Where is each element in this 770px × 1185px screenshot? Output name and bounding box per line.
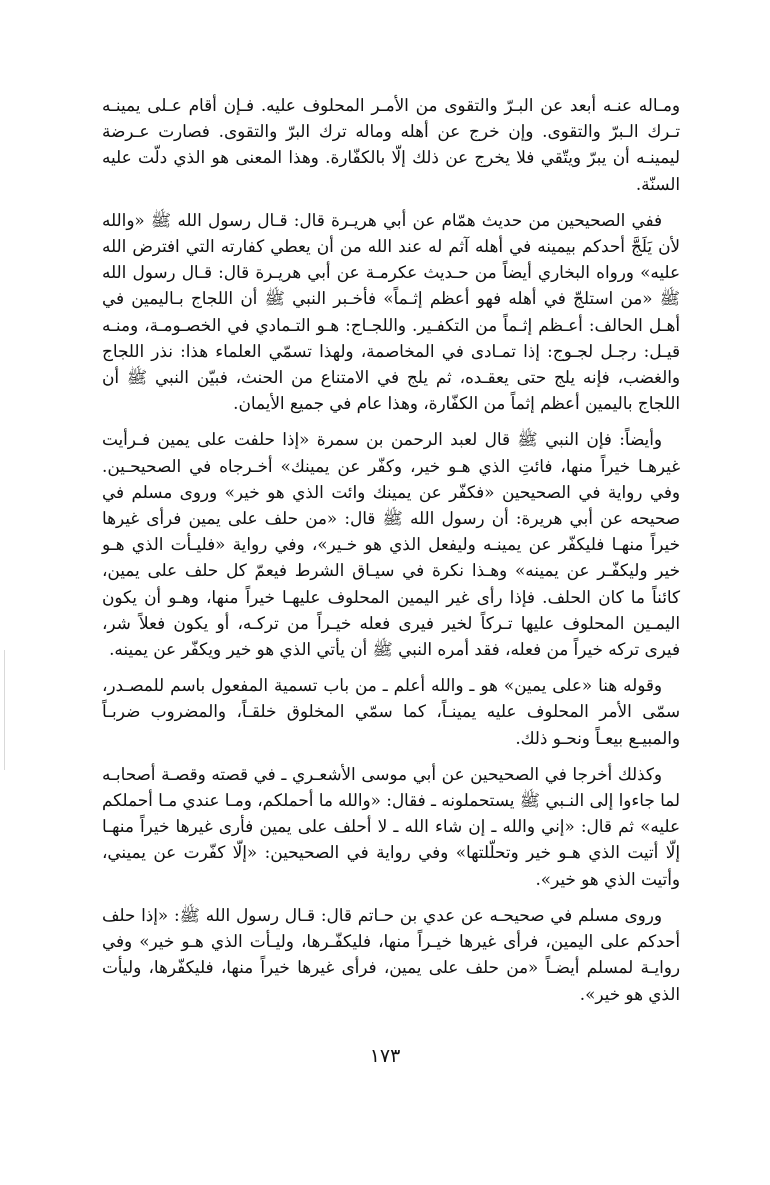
page-edge-mark xyxy=(4,650,5,770)
paragraph-1: ومـاله عنـه أبعد عن البـرّ والتقوى من الأمـر المحلوف عليه. فـإن أقام عـلى يمينـه تـرك الـبرّ والتقوى. وإن خرج عن أهله وماله ترك البرّ والتقوى. فصارت عـرضة ليمينـه أن يبرّ ويتّقي فلا يخرج عن ذلك إلّا بالكفّارة. وهذا المعنى هو الذي دلّت عليه السنّة. xyxy=(102,95,680,194)
paragraph-2: ففي الصحيحين من حديث همّام عن أبي هريـرة قال: قـال رسول الله ﷺ «والله لأن يَلَجَّ أحدكم بيمينه في أهله آثم له عند الله من أن يعطي كفارته التي افترض الله عليه» ورواه البخاري أيضاً من حـديث عكرمـة عن أبي هريـرة قال: قـال رسول الله ﷺ «من استلجّ في أهله فهو أعظم إثـماً» فأخـبر النبي ﷺ أن اللجاج بـاليمين في أهـل الحالف: أعـظم إثـماً من التكفـير. واللجـاج: هـو التـمادي في الخصـومـة، ومنـه قيـل: رجـل لجـوج: إذا تمـادى في المخاصمة، ولهذا تسمّي العلماء هذا: نذر اللجاج والغضب، فإنه يلج حتى يعقـده، ثم يلج في الامتناع من الحنث، فبيّن النبي ﷺ أن اللجاج باليمين أعظم إثماً من الكفّارة، وهذا عام في جميع الأيمان. xyxy=(102,209,680,414)
paragraph-4: وقوله هنا «على يمين» هو ـ والله أعلم ـ من باب تسمية المفعول باسم للمصـدر، سمّى الأمر المحلوف عليه يمينـاً، كما سمّي المخلوق خلقـاً، والمضروب ضربـاً والمبيـع بيعـاً ونحـو ذلك. xyxy=(102,675,680,748)
paragraph-6: وروى مسلم في صحيحـه عن عدي بن حـاتم قال: قـال رسول الله ﷺ: «إذا حلف أحدكم على اليمين، فرأى غيرها خيـراً منها، فليكفّـرها، وليـأت الذي هـو خير» وفي روايـة لمسلم أيضـاً «من حلف على يمين، فرأى غيرها خيراً منها، فليكفّرها، وليأت الذي هو خير». xyxy=(102,904,680,1004)
paragraph-5: وكذلك أخرجا في الصحيحين عن أبي موسى الأشعـري ـ في قصته وقصـة أصحابـه لما جاءوا إلى النـبي ﷺ يستحملونه ـ فقال: «والله ما أحملكم، ومـا عندي مـا أحملكم عليه» ثم قال: «إني والله ـ إن شاء الله ـ لا أحلف على يمين فأرى غيرها خيراً منهـا إلّا أتيت الذي هـو خير وتحلّلتها» وفي رواية في الصحيحين: «إلّا كفّرت عن يميني، وأتيت الذي هو خير». xyxy=(102,763,680,889)
page-number: ١٧٣ xyxy=(369,1045,401,1067)
page-body xyxy=(102,92,680,1017)
paragraph-3: وأيضاً: فإن النبي ﷺ قال لعبد الرحمن بن سمرة «إذا حلفت على يمين فـرأيت غيرهـا خيراً منها، فائتِ الذي هـو خير، وكفّر عن يمينك» أخـرجاه في الصحيحـين. وفي رواية في الصحيحين «فكفّر عن يمينك وائت الذي هو خير» وروى مسلم في صحيحه عن أبي هريرة: أن رسول الله ﷺ قال: «من حلف على يمين فرأى غيرها خيراً منهـا فليكفّر عن يمينـه وليفعل الذي هو خـير»، وفي رواية «فليـأت الذي هـو خير وليكفّـر عن يمينه» وهـذا نكرة في سيـاق الشرط فيعمّ كل حلف على يمين، كائناً ما كان الحلف. فإذا رأى غير اليمين المحلوف عليهـا خيراً منها، وهـو أن يكون اليمـين المحلوف عليها تـركاً لخير فيرى فعله خيـراً من تركـه، أو يكون فعلاً شر، فيرى تركه خيراً من فعله، فقد أمره النبي ﷺ أن يأتي الذي هو خير ويكفّر عن يمينه. xyxy=(102,429,680,660)
